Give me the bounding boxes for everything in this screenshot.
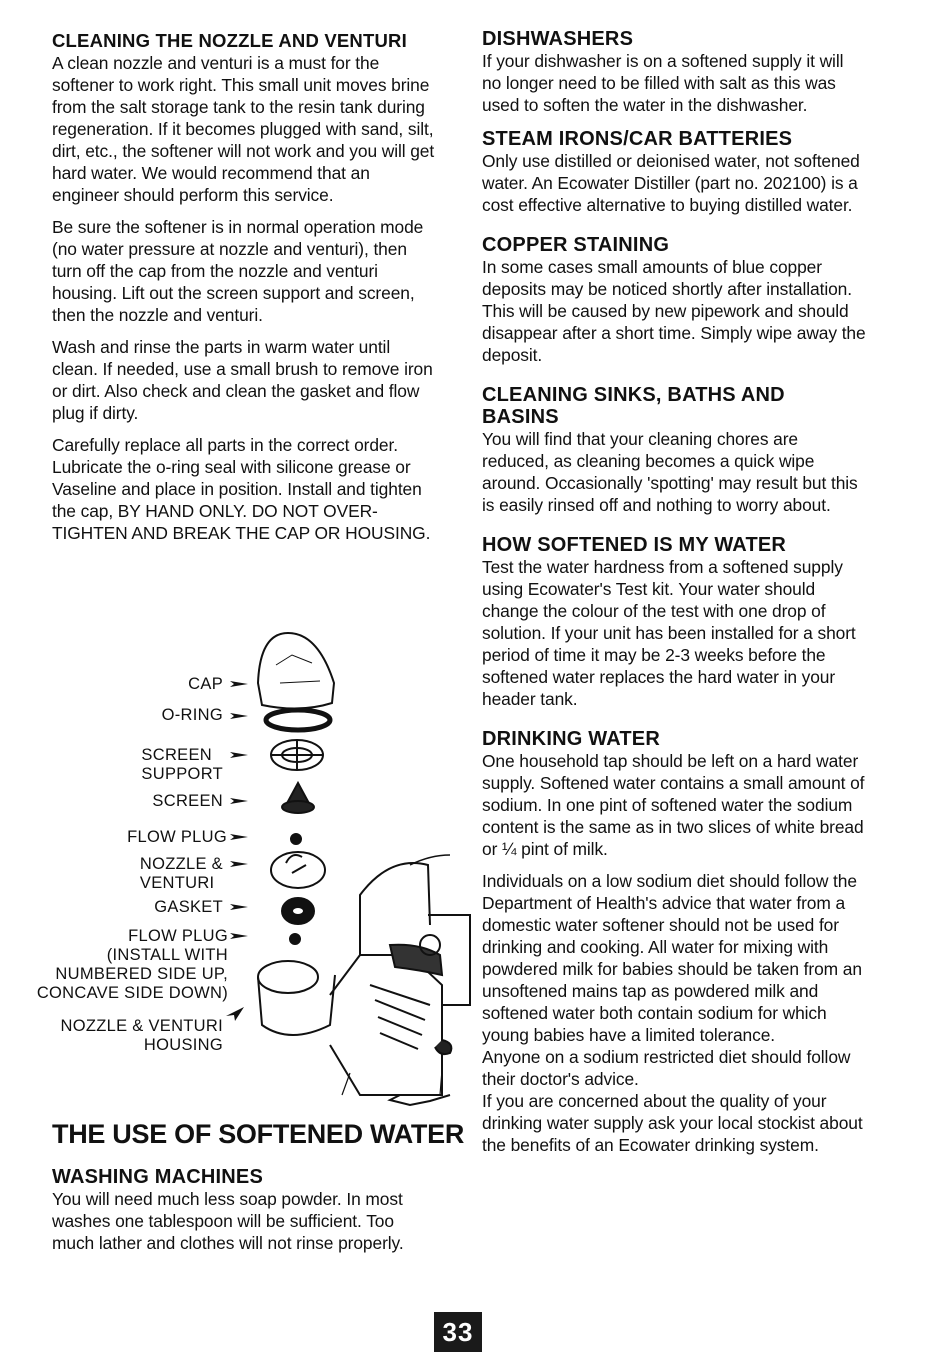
nozzle-heading: CLEANING THE NOZZLE AND VENTURI	[52, 30, 407, 51]
label-screen: SCREEN	[152, 792, 223, 810]
label-oring: O-RING	[161, 706, 223, 724]
washing-paragraph: You will need much less soap powder. In most washes one tablespoon will be sufficient. Too much lather and clothes will not rinse properly.	[52, 1189, 404, 1253]
left-column	[52, 30, 437, 544]
drinking-paragraph-2: Individuals on a low sodium diet should follow the Department of Health's advice that water from a domestic water softener should not be used for drinking and cooking. All water for mixing with powdered milk for babies should be taken from an unsoftened mains tap as powdered milk and softened water both contain sodium for which young babies have a limited tolerance.	[482, 871, 862, 1045]
housing-part	[258, 961, 318, 993]
label-cap: CAP	[188, 675, 223, 693]
nozzle-paragraph-4: Carefully replace all parts in the correct order. Lubricate the o-ring seal with silicone grease or Vaseline and place in position. Install and tighten the cap, BY HAND ONLY. DO NOT OVER-TIGHTEN AND BREAK THE CAP OR HOUSING.	[52, 435, 431, 543]
section-title: THE USE OF SOFTENED WATER	[52, 1119, 465, 1149]
drinking-heading: DRINKING WATER	[482, 728, 660, 750]
right-column	[482, 28, 867, 1156]
washing-section	[52, 1166, 437, 1254]
cap-part	[258, 633, 334, 709]
cap-arrow	[230, 681, 248, 687]
copper-paragraph: In some cases small amounts of blue copper deposits may be noticed shortly after installation. This will be caused by new pipework and should disappear after a short time. Simply wipe away the deposit.	[482, 257, 866, 365]
dishwashers-paragraph: If your dishwasher is on a softened supply it will no longer need to be filled with salt as this was used to soften the water in the dishwasher.	[482, 51, 844, 115]
page-number: 33	[434, 1312, 482, 1352]
steam-heading: STEAM IRONS/CAR BATTERIES	[482, 128, 793, 150]
sinks-heading: CLEANING SINKS, BATHS AND BASINS	[482, 384, 785, 428]
label-nozzle-venturi: NOZZLE & VENTURI	[139, 855, 223, 892]
howsoft-paragraph: Test the water hardness from a softened supply using Ecowater's Test kit. Your water should change the colour of the test with one drop of solution. If your unit has been installed for a short period of time it may be 2-3 weeks before the softened water replaces the hard water in your header tank.	[482, 557, 856, 709]
drinking-paragraph-3: Anyone on a sodium restricted diet should follow their doctor's advice.	[482, 1047, 851, 1089]
dishwashers-heading: DISHWASHERS	[482, 28, 634, 50]
steam-paragraph: Only use distilled or deionised water, not softened water. An Ecowater Distiller (part no. 202100) is a cost effective alternative to buying distilled water.	[482, 151, 860, 215]
nozzle-venturi-diagram	[30, 625, 475, 1115]
nozzle-paragraph-3: Wash and rinse the parts in warm water until clean. If needed, use a small brush to remove iron or dirt. Also check and clean the gasket and flow plug if dirty.	[52, 337, 433, 423]
sinks-paragraph: You will find that your cleaning chores are reduced, as cleaning becomes a quick wipe around. Occasionally 'spotting' may result but this is easily rinsed off and nothing to worry about.	[482, 429, 858, 515]
label-gasket: GASKET	[154, 898, 223, 916]
label-flow-plug-install: FLOW PLUG (INSTALL WITH NUMBERED SIDE UP, CONCAVE SIDE DOWN)	[36, 927, 228, 1002]
label-housing: NOZZLE & VENTURI HOUSING	[60, 1017, 223, 1054]
label-screen-support: SCREEN SUPPORT	[141, 746, 223, 783]
nozzle-paragraph-1: A clean nozzle and venturi is a must for the softener to work right. This small unit moves brine from the salt storage tank to the resin tank during regeneration. If it becomes plugged with sand, silt, dirt, etc., the softener will not work and you will get hard water. We would recommend that an engineer should perform this service.	[52, 53, 435, 205]
nozzle-paragraph-2: Be sure the softener is in normal operation mode (no water pressure at nozzle and venturi), then turn off the cap from the nozzle and venturi housing. Lift out the screen support and screen, then the nozzle and venturi.	[52, 217, 424, 325]
oring-part	[266, 710, 330, 730]
label-flow-plug: FLOW PLUG	[127, 828, 227, 846]
drinking-paragraph-1: One household tap should be left on a hard water supply. Softened water contains a small amount of sodium. In one pint of softened water the sodium content is the same as in two slices of white bread or ¼ pint of milk.	[482, 751, 865, 859]
howsoft-heading: HOW SOFTENED IS MY WATER	[482, 534, 787, 556]
flow-plug-part	[291, 834, 301, 844]
washing-heading: WASHING MACHINES	[52, 1166, 263, 1188]
drinking-paragraph-4: If you are concerned about the quality of your drinking water supply ask your local stockist about the benefits of an Ecowater drinking system.	[482, 1091, 863, 1155]
copper-heading: COPPER STAINING	[482, 234, 670, 256]
